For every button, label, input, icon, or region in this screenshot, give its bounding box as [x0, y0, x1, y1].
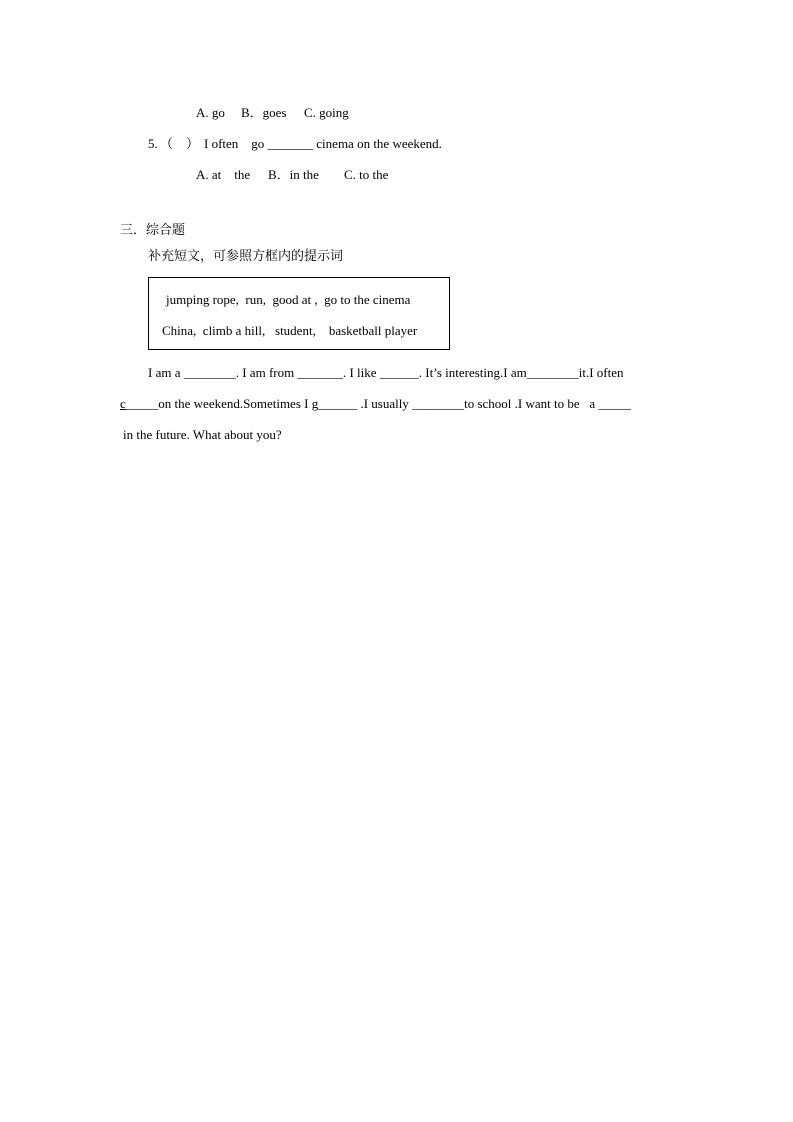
- section-instruction: 补充短文，可参照方框内的提示词: [148, 249, 344, 264]
- hint-letter-c: c: [120, 396, 126, 411]
- q4-option-a: A. go: [196, 105, 225, 120]
- hint-line-1: jumping rope, run, good at , go to the cinema: [166, 292, 411, 307]
- hint-word-box: [148, 277, 450, 350]
- section-heading: 三．综合题: [120, 223, 186, 238]
- passage-line-2-rest: ______ .I usually ________to school .I want to be a _____: [318, 396, 631, 411]
- q5-number: 5.: [148, 136, 158, 151]
- hint-line-2: China, climb a hill, student, basketball player: [162, 323, 418, 338]
- q5-answer-paren: （ ）: [160, 136, 200, 151]
- passage-line-1: I am a ________. I am from _______. I like ______. It’s interesting.I am________it.I often: [148, 365, 624, 380]
- q5-option-c: C. to the: [344, 167, 389, 182]
- passage-line-3: in the future. What about you?: [123, 427, 282, 442]
- q5-option-b: B．in the: [268, 167, 319, 182]
- hint-letter-g: g: [311, 396, 319, 411]
- q4-option-c: C. going: [304, 105, 349, 120]
- q4-option-b: B．goes: [241, 105, 287, 120]
- q5-stem: I often go _______ cinema on the weekend.: [204, 136, 442, 151]
- passage-line-2-mid: _____on the weekend.Sometimes I: [125, 396, 312, 411]
- passage-line-2: [120, 396, 631, 412]
- q5-option-a: A. at the: [196, 167, 251, 182]
